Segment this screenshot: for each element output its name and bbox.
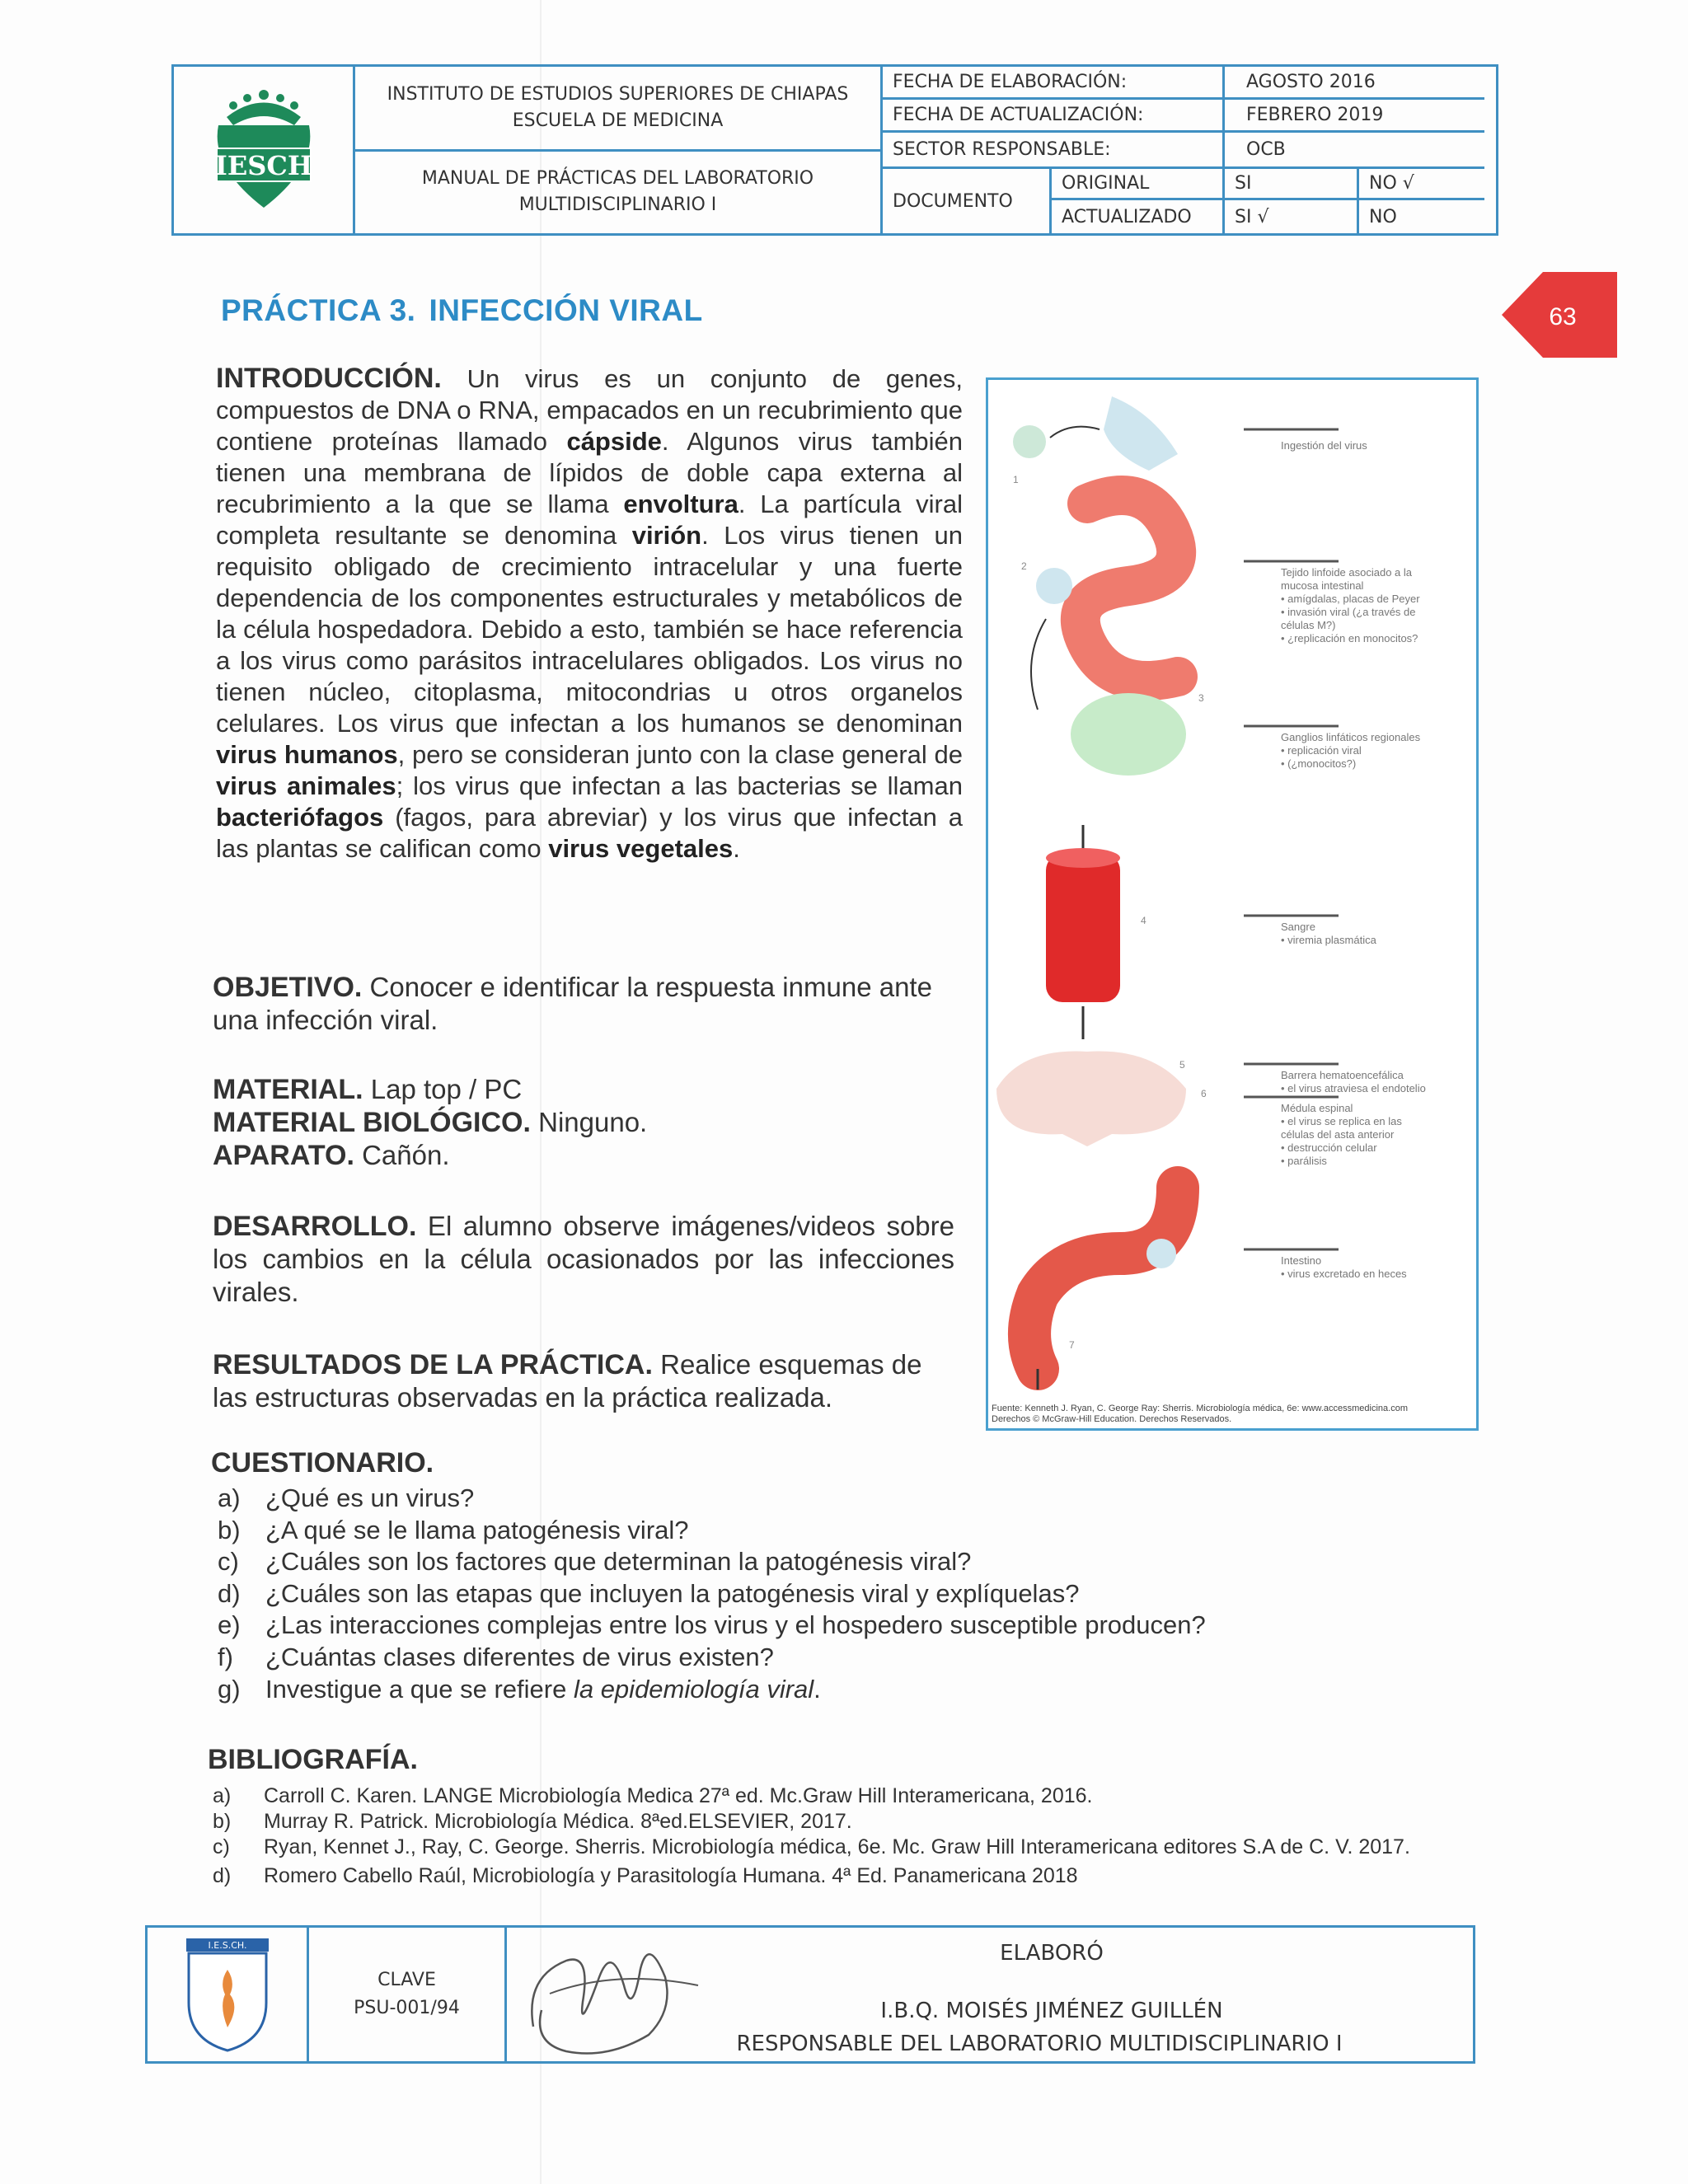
material-biologico-text: Ninguno. [530, 1107, 648, 1137]
actualizado-no: NO [1369, 206, 1397, 227]
objetivo-text: Conocer e identificar la respuesta inmune ante una infección viral. [213, 972, 932, 1035]
label-ingestion: Ingestión del virus [1281, 439, 1367, 452]
label-mucosa-tissue: Tejido linfoide asociado a la mucosa intestinal • amígdalas, placas de Peyer • invasión viral (¿a través de células M?) • ¿replicación en monocitos? [1281, 566, 1420, 644]
material-text: Lap top / PC [363, 1074, 523, 1104]
pathogenesis-illustration [988, 380, 1476, 1394]
intro-text-7: (fagos, para abreviar) y los virus que infectan a las plantas se califican como [216, 803, 963, 863]
intestine-loop-icon [1081, 495, 1178, 681]
intro-text-5: , pero se consideran junto con la clase general de [397, 740, 964, 769]
institution-block [355, 67, 880, 149]
intro-text-2: . Algunos virus también tienen una membrana de lípidos de doble capa externa al recubrimiento a la que se llama [216, 427, 963, 518]
iesch-logo-icon [202, 84, 326, 216]
term-virus-vegetales: virus vegetales [548, 834, 734, 863]
label-blood-brain-barrier: Barrera hematoencefálica • el virus atraviesa el endotelio [1281, 1069, 1426, 1094]
material-biologico-heading: MATERIAL BIOLÓGICO. [213, 1107, 531, 1138]
institution-name: INSTITUTO DE ESTUDIOS SUPERIORES DE CHIAPAS [387, 83, 849, 105]
intro-text-6: ; los virus que infectan a las bacterias se llaman [396, 771, 963, 800]
page-number-tab [1502, 272, 1617, 358]
responsable-name: I.B.Q. MOISÉS JIMÉNEZ GUILLÉN [880, 1999, 1223, 2023]
spinal-cord-icon [996, 1052, 1186, 1146]
fecha-elab-value: AGOSTO 2016 [1225, 67, 1484, 100]
step-number-5: 5 [1179, 1059, 1185, 1071]
intro-text-3: . La partícula viral completa resultante se denomina [216, 490, 963, 550]
list-item: a) ¿Qué es un virus? [218, 1483, 475, 1512]
step-number-6: 6 [1201, 1088, 1207, 1099]
resultados-heading: RESULTADOS DE LA PRÁCTICA. [213, 1349, 653, 1380]
material-section [213, 1073, 963, 1172]
objetivo-section [213, 971, 963, 1037]
colon-icon [1029, 1188, 1178, 1369]
institution-cell [355, 67, 883, 233]
original-si: SI [1225, 169, 1359, 200]
logo-text: IESCH [214, 150, 312, 181]
list-item: g) Investigue a que se refiere la epidemiología viral. [218, 1674, 821, 1704]
practice-number: PRÁCTICA 3. [221, 293, 416, 327]
step-number-1: 1 [1013, 474, 1019, 485]
sector-value: OCB [1225, 133, 1484, 169]
figure-source: Fuente: Kenneth J. Ryan, C. George Ray: Sherris. Microbiología médica, 6e: www.accessmedicina.com Derechos © McGraw-Hill Education. Derechos Reservados. [992, 1404, 1409, 1424]
bibliografia-heading: BIBLIOGRAFÍA. [208, 1744, 418, 1775]
aparato-text: Cañón. [354, 1140, 450, 1170]
label-lymph-nodes: Ganglios linfáticos regionales • replicación viral • (¿monocitos?) [1281, 731, 1421, 770]
page-tab-arrow-icon [1502, 272, 1617, 358]
manual-line-1: MANUAL DE PRÁCTICAS DEL LABORATORIO [421, 168, 814, 190]
step-number-7: 7 [1069, 1339, 1075, 1351]
question-list [211, 1483, 1365, 1705]
blood-vessel-icon [1046, 854, 1120, 1002]
responsable-cell [507, 1928, 1473, 2061]
list-item: f) ¿Cuántas clases diferentes de virus existen? [218, 1642, 774, 1671]
page-number: 63 [1549, 303, 1577, 330]
elaboro-label: ELABORÓ [1000, 1941, 1104, 1966]
list-item: c) Ryan, Kennet J., Ray, C. George. Sherris. Microbiología médica, 6e. Mc. Graw Hill Interamericana editores S.A de C. V. 2017. [213, 1835, 1410, 1858]
term-virus-humanos: virus humanos [216, 740, 398, 769]
objetivo-heading: OBJETIVO. [213, 972, 363, 1003]
intro-text-8: . [733, 834, 740, 863]
lymph-node-icon [1071, 693, 1186, 776]
term-envoltura: envoltura [623, 490, 738, 518]
sector-label: SECTOR RESPONSABLE: [883, 133, 1225, 169]
aparato-heading: APARATO. [213, 1140, 354, 1171]
viral-pathogenesis-figure [986, 377, 1479, 1431]
list-item: b) ¿A qué se le llama patogénesis viral? [218, 1515, 689, 1544]
label-blood: Sangre • viremia plasmática [1281, 921, 1376, 946]
cuestionario-section [211, 1447, 1365, 1705]
term-virus-animales: virus animales [216, 771, 396, 800]
material-heading: MATERIAL. [213, 1074, 363, 1105]
virus-particles-icon [1013, 425, 1046, 458]
intro-text-4: . Los virus tienen un requisito obligado de crecimiento intracelular y una fuerte dependencia de los componentes estructurales y metabólicos de la célula hospedadora. Debido a esto, también se hace referencia a los virus como parásitos intracelulares obligados. Los virus no tienen núcleo, citoplasma, mitocondrias u otros organelos celulares. Los virus que infectan a los humanos se denominan [216, 521, 963, 738]
label-intestine: Intestino • virus excretado en heces [1281, 1254, 1407, 1280]
introduction-paragraph [216, 363, 963, 865]
clave-cell [309, 1928, 507, 2061]
clave-value: PSU-001/94 [354, 1998, 460, 2018]
school-name: ESCUELA DE MEDICINA [512, 110, 724, 131]
document-header-table [171, 64, 1498, 236]
document-footer-table [145, 1925, 1475, 2064]
responsable-role: RESPONSABLE DEL LABORATORIO MULTIDISCIPLINARIO I [736, 2032, 1343, 2056]
shield-logo-icon [182, 1937, 273, 2052]
fecha-act-label: FECHA DE ACTUALIZACIÓN: [883, 100, 1225, 133]
practice-title [221, 293, 703, 328]
step-number-2: 2 [1021, 560, 1027, 572]
actualizado-label: ACTUALIZADO [1052, 200, 1225, 233]
desarrollo-heading: DESARROLLO. [213, 1211, 417, 1242]
clave-label: CLAVE [377, 1970, 436, 1990]
bibliografia-section [208, 1744, 1444, 1890]
fecha-act-value: FEBRERO 2019 [1225, 100, 1484, 133]
footer-logo-cell [148, 1928, 309, 2061]
list-item: a) Carroll C. Karen. LANGE Microbiología Medica 27ª ed. Mc.Graw Hill Interamericana, 2016. [213, 1784, 1093, 1807]
mouth-cell-icon [1104, 396, 1178, 471]
footer-logo-text: I.E.S.CH. [208, 1940, 246, 1951]
original-label: ORIGINAL [1052, 169, 1225, 200]
label-spinal-cord: Médula espinal • el virus se replica en las células del asta anterior • destrucción celular • parálisis [1281, 1102, 1402, 1167]
intro-text-1: Un virus es un conjunto de genes, compuestos de DNA o RNA, empacados en un recubrimiento que contiene proteínas llamado [216, 364, 963, 456]
step-number-3: 3 [1198, 692, 1204, 704]
list-item: d) ¿Cuáles son las etapas que incluyen la patogénesis viral y explíquelas? [218, 1578, 1080, 1608]
iesch-logo-cell [174, 67, 355, 233]
list-item: d) Romero Cabello Raúl, Microbiología y Parasitología Humana. 4ª Ed. Panamericana 2018 [213, 1864, 1078, 1887]
list-item: e) ¿Las interacciones complejas entre los virus y el hospedero susceptible producen? [218, 1610, 1206, 1640]
original-no: NO √ [1359, 169, 1484, 200]
step-number-4: 4 [1141, 915, 1146, 926]
manual-block [355, 149, 880, 234]
resultados-text: Realice esquemas de las estructuras observadas en la práctica realizada. [213, 1349, 922, 1413]
list-item: c) ¿Cuáles son los factores que determinan la patogénesis viral? [218, 1547, 972, 1577]
term-bacteriofagos: bacteriófagos [216, 803, 384, 832]
term-virion: virión [631, 521, 702, 550]
cuestionario-heading: CUESTIONARIO. [211, 1447, 434, 1479]
introduction-heading: INTRODUCCIÓN. [216, 363, 442, 394]
resultados-section [213, 1348, 954, 1414]
practice-name: INFECCIÓN VIRAL [429, 293, 703, 327]
desarrollo-text: El alumno observe imágenes/videos sobre los cambios en la célula ocasionados por las infecciones virales. [213, 1211, 954, 1307]
document-info-grid [883, 67, 1496, 233]
reference-list [208, 1784, 1444, 1888]
actualizado-si: SI √ [1225, 200, 1359, 233]
fecha-elab-label: FECHA DE ELABORACIÓN: [883, 67, 1225, 100]
documento-label: DOCUMENTO [883, 169, 1052, 233]
term-capside: cápside [566, 427, 662, 456]
list-item: b) Murray R. Patrick. Microbiología Médica. 8ªed.ELSEVIER, 2017. [213, 1810, 852, 1833]
manual-line-2: MULTIDISCIPLINARIO I [518, 194, 717, 216]
desarrollo-section [213, 1210, 954, 1309]
